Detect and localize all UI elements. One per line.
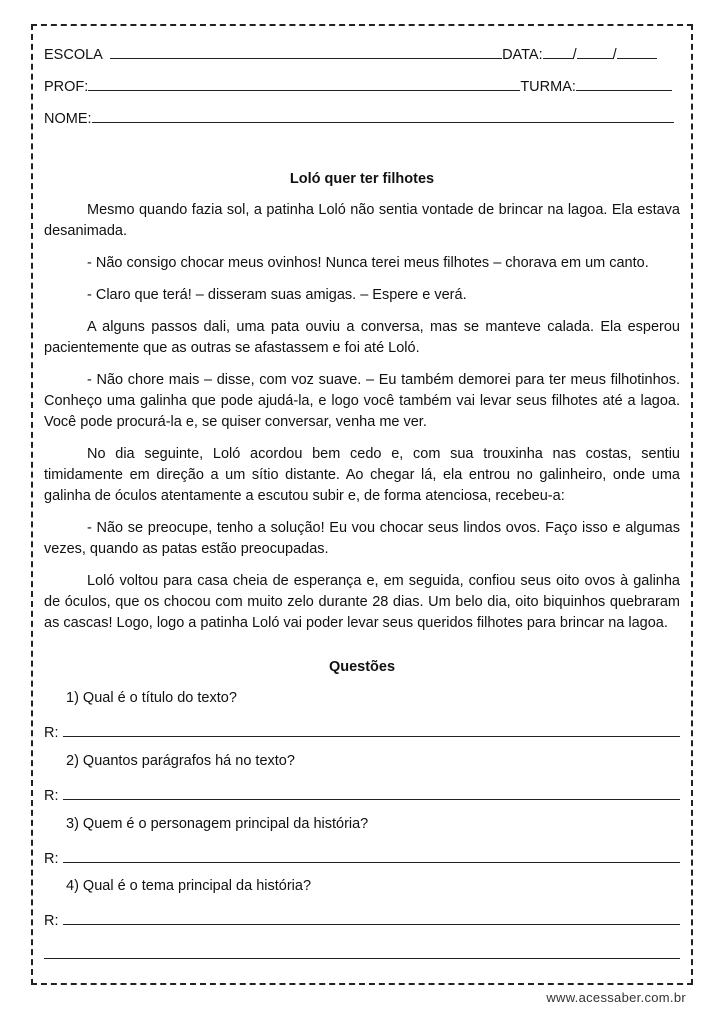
header-school-row xyxy=(44,44,657,64)
school-field[interactable] xyxy=(110,44,502,59)
answer-1-row xyxy=(44,722,680,741)
date-separator: / xyxy=(612,47,617,63)
story-paragraph: No dia seguinte, Loló acordou bem cedo e, com sua trouxinha nas costas, sentiu timidamente em direção a um sítio distante. Ao chegar lá, ela entrou no galinheiro, onde uma galinha de óculos atentamente a escutou subir e, de forma atenciosa, recebeu-a: xyxy=(44,446,680,504)
story-paragraph: Loló voltou para casa cheia de esperança e, em seguida, confiou seus oito ovos à galinha de óculos, que os chocou com muito zelo durante 28 dias. Um belo dia, oito biquinhos quebraram as cascas! Logo, logo a patinha Loló vai poder levar seus queridos filhotes para brincar na lagoa. xyxy=(44,573,680,631)
answer-4-row xyxy=(44,910,680,929)
date-year-field[interactable] xyxy=(617,44,657,59)
date-label: DATA: xyxy=(502,47,543,63)
answer-2-field[interactable] xyxy=(63,785,681,800)
questions-title: Questões xyxy=(328,659,396,675)
story-title: Loló quer ter filhotes xyxy=(289,171,435,187)
story-paragraph: Mesmo quando fazia sol, a patinha Loló não sentia vontade de brincar na lagoa. Ela estava desanimada. xyxy=(44,202,680,239)
answer-label: R: xyxy=(44,725,59,741)
prof-label: PROF: xyxy=(44,79,89,95)
date-day-field[interactable] xyxy=(543,44,573,59)
answer-1-field[interactable] xyxy=(63,722,681,737)
header-name-row xyxy=(44,108,674,128)
question-1: 1) Qual é o título do texto? xyxy=(66,690,237,706)
answer-label: R: xyxy=(44,788,59,804)
header-prof-row xyxy=(44,76,672,96)
answer-3-field[interactable] xyxy=(63,848,681,863)
story-paragraph: - Não chore mais – disse, com voz suave. – Eu também demorei para ter meus filhotinhos. Conheço uma galinha que pode ajudá-la, e logo você também vai levar seus filhotes até a lagoa. Você pode procurá-la e, se quiser conversar, venha me ver. xyxy=(44,372,680,430)
answer-label: R: xyxy=(44,913,59,929)
date-separator: / xyxy=(572,47,577,63)
date-month-field[interactable] xyxy=(577,44,613,59)
school-label: ESCOLA xyxy=(44,47,103,63)
footer-website: www.acessaber.com.br xyxy=(546,990,686,1005)
story-paragraph: A alguns passos dali, uma pata ouviu a conversa, mas se manteve calada. Ela esperou pacientemente que as outras se afastassem e foi até Loló. xyxy=(44,319,680,356)
story-paragraph: - Não se preocupe, tenho a solução! Eu vou chocar seus lindos ovos. Faço isso e algumas vezes, quando as patas estão preocupadas. xyxy=(44,520,680,557)
name-field[interactable] xyxy=(92,108,674,123)
answer-label: R: xyxy=(44,851,59,867)
answer-4-field[interactable] xyxy=(63,910,681,925)
prof-field[interactable] xyxy=(88,76,520,91)
question-2: 2) Quantos parágrafos há no texto? xyxy=(66,753,295,769)
question-4: 4) Qual é o tema principal da história? xyxy=(66,878,312,894)
question-3: 3) Quem é o personagem principal da história? xyxy=(66,816,369,832)
story-paragraph: - Claro que terá! – disseram suas amigas. – Espere e verá. xyxy=(87,287,467,303)
answer-4-extra-line[interactable] xyxy=(44,958,680,959)
turma-field[interactable] xyxy=(576,76,672,91)
answer-2-row xyxy=(44,785,680,804)
story-paragraph: - Não consigo chocar meus ovinhos! Nunca terei meus filhotes – chorava em um canto. xyxy=(87,255,649,271)
turma-label: TURMA: xyxy=(520,79,576,95)
story-text xyxy=(44,200,680,645)
name-label: NOME: xyxy=(44,111,92,127)
answer-3-row xyxy=(44,848,680,867)
